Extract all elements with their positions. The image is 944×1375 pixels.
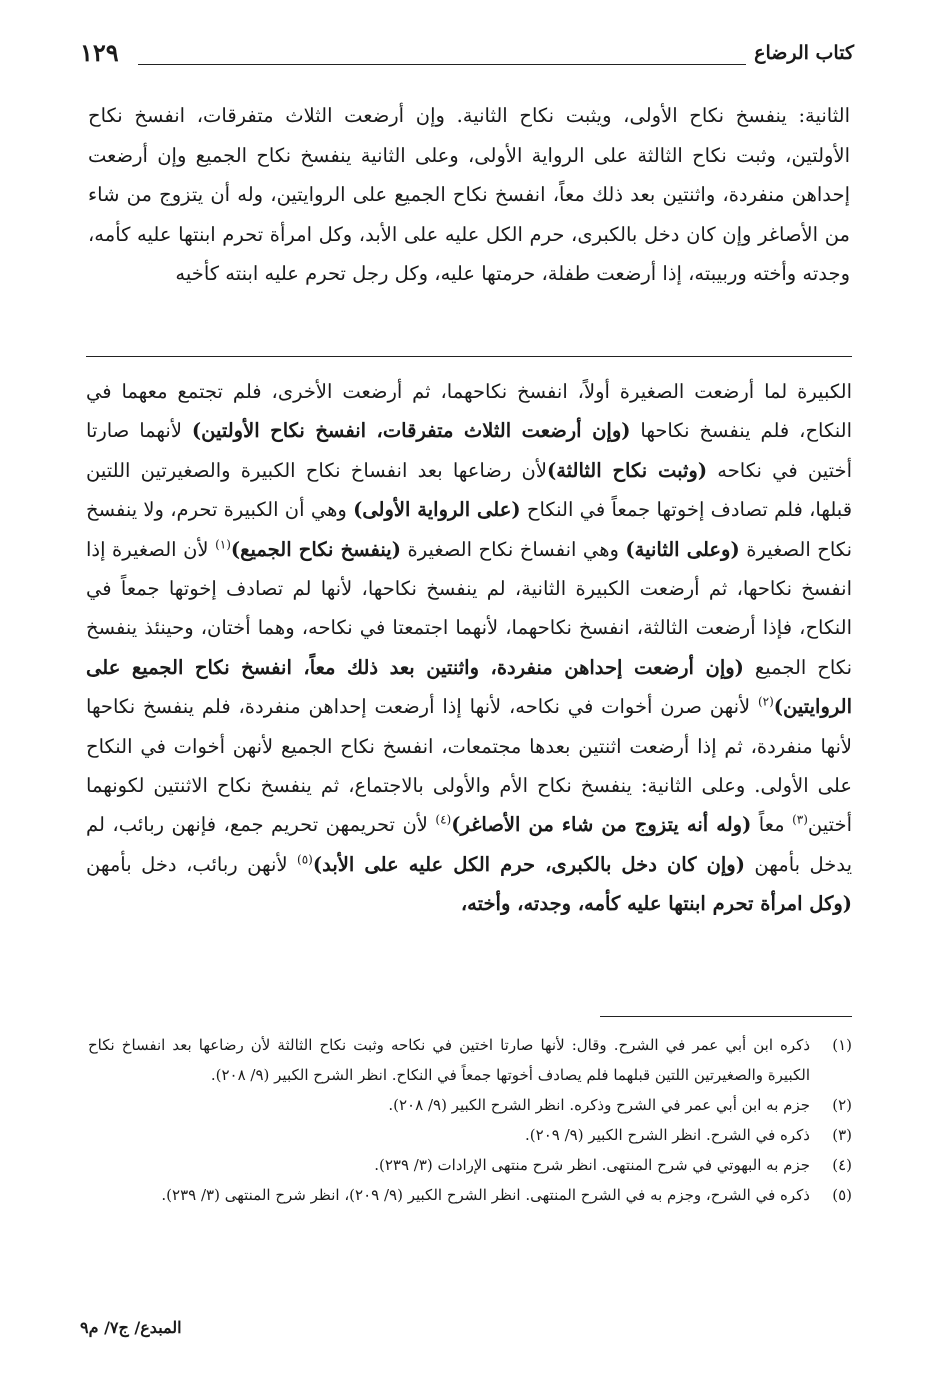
footnotes xyxy=(88,1030,852,1210)
commentary-text: لأن رضاعها بعد انفساخ نكاح الكبيرة والصغيرتين اللتين قبلها، فلم تصادف إخوتها جمعاً في النكاح xyxy=(86,458,853,522)
quoted-matn: (وإن كان دخل بالكبرى، حرم الكل عليه على الأبد) xyxy=(312,852,745,876)
running-header xyxy=(80,40,854,70)
quoted-matn: (وثبت نكاح الثالثة) xyxy=(546,458,708,482)
footnote-text: ذكره في الشرح، وجزم به في الشرح المنتهى. انظر الشرح الكبير (٩/ ٢٠٩)، انظر شرح المنتهى (٣/ ٢٣٩). xyxy=(161,1186,810,1204)
commentary-text: لأن تحريمهن تحريم جمع، فإنهن ربائب، لم يدخل بأمهن xyxy=(86,813,853,876)
quoted-matn: (وله أنه يتزوج من شاء من الأصاغر) xyxy=(451,813,752,837)
commentary-text: وهي انفساخ نكاح الصغيرة xyxy=(400,537,626,561)
footnote-ref[interactable]: (٢) xyxy=(757,694,774,709)
footnote-text: ذكره ابن أبي عمر في الشرح. وقال: لأنها صارتا اختين في نكاحه وثبت نكاح الثالثة لأن رضاعها بعد انفساخ نكاح الكبيرة والصغيرتين اللتين قبلهما فلم يصادف أخوتها جمعاً في النكاح. انظر الشرح الكبير (٩/ ٢٠٨). xyxy=(88,1036,810,1084)
footnote-ref[interactable]: (١) xyxy=(215,537,231,552)
commentary-text: لأنهما صارتا أختين في نكاحه xyxy=(86,419,852,482)
quoted-matn: (وكل امرأة تحرم ابنتها عليه كأمه، وجدته، وأخته، xyxy=(460,892,852,916)
quoted-matn: (وعلى الثانية) xyxy=(625,537,740,561)
footnote-text: جزم به ابن أبي عمر في الشرح وذكره. انظر الشرح الكبير (٩/ ٢٠٨). xyxy=(388,1096,810,1114)
footnote-text: ذكره في الشرح. انظر الشرح الكبير (٩/ ٢٠٩). xyxy=(525,1126,810,1144)
commentary-text: لأنهن ربائب، دخل بأمهن xyxy=(86,852,298,876)
footnote-number: (٢) xyxy=(832,1096,852,1114)
commentary-text: الكبيرة لما أرضعت الصغيرة أولاً، انفسخ نكاحهما، ثم أرضعت الأخرى، فلم تجتمع معهما في النكاح، فلم ينفسخ نكاحها xyxy=(86,380,853,443)
footnote-separator xyxy=(600,1016,852,1017)
footnote xyxy=(88,1090,852,1120)
footnote xyxy=(88,1120,852,1150)
commentary-paragraph xyxy=(86,372,852,924)
footnote xyxy=(88,1030,852,1090)
footnote-number: (١) xyxy=(832,1036,852,1054)
commentary xyxy=(86,372,852,924)
quoted-matn: (وإن أرضعت إحداهن منفردة، واثنتين بعد ذلك معاً، انفسخ نكاح الجميع على الروايتين) xyxy=(86,655,852,719)
page-number: ١٢٩ xyxy=(80,38,119,67)
footnote-number: (٣) xyxy=(832,1126,852,1144)
book-title: كتاب الرضاع xyxy=(754,42,854,64)
header-rule xyxy=(138,64,746,65)
commentary-text: وهي أن الكبيرة تحرم، ولا ينفسخ نكاح الصغيرة xyxy=(86,498,853,561)
footnote-number: (٥) xyxy=(832,1186,852,1204)
quoted-matn: (وإن أرضعت الثلاث متفرقات، انفسخ نكاح الأولتين) xyxy=(191,419,631,443)
footnote-ref[interactable]: (٥) xyxy=(297,852,313,867)
footnote xyxy=(88,1150,852,1180)
commentary-text: لأنهن صرن أخوات في نكاحه، لأنها إذا أرضعت إحداهن منفردة، فلم ينفسخ نكاحها لأنها منفردة، ثم إذا أرضعت اثنتين بعدها مجتمعات، انفسخ نكاح الجميع لأنهن أخوات في النكاح على الأولى. وعلى الثانية: ينفسخ نكاح الأم والأولى بالاجتماع، ثم ينفسخ نكاح الاثنتين لكونهما أختين xyxy=(86,695,852,837)
footnote-ref[interactable]: (٣) xyxy=(792,812,808,827)
quoted-matn: (ينفسخ نكاح الجميع) xyxy=(230,537,401,561)
commentary-text: لأن الصغيرة إذا انفسخ نكاحها، ثم أرضعت الكبيرة الثانية، لم ينفسخ نكاحها، لأنها لم تصادف إخوتها جمعاً في النكاح، فإذا أرضعت الثالثة، انفسخ نكاحهما، لأنهما اجتمعتا في نكاحه، وهما أختان، وحينئذ ينفسخ نكاح الجميع xyxy=(86,537,852,679)
footnote xyxy=(88,1180,852,1210)
quoted-matn: (على الرواية الأولى) xyxy=(353,498,521,522)
signature-mark: المبدع/ ج٧/ م٩ xyxy=(80,1318,182,1337)
commentary-text: معاً xyxy=(751,813,793,837)
text-separator xyxy=(86,356,852,357)
footnote-ref[interactable]: (٤) xyxy=(435,812,452,827)
footnote-text: جزم به البهوتي في شرح المنتهى. انظر شرح منتهى الإرادات (٣/ ٢٣٩). xyxy=(374,1156,810,1174)
footnote-number: (٤) xyxy=(832,1156,852,1174)
main-text: الثانية: ينفسخ نكاح الأولى، ويثبت نكاح الثانية. وإن أرضعت الثلاث متفرقات، انفسخ نكاح الأولتين، وثبت نكاح الثالثة على الرواية الأولى، وعلى الثانية ينفسخ نكاح الجميع وإن أرضعت إحداهن منفردة، واثنتين بعد ذلك معاً، انفسخ نكاح الجميع على الروايتين، وله أن يتزوج من شاء من الأصاغر وإن كان دخل بالكبرى، حرم الكل عليه على الأبد، وكل امرأة تحرم ابنتها عليه كأمه، وجدته وأخته وربيبته، إذا أرضعت طفلة، حرمتها عليه، وكل رجل تحرم عليه ابنته كأخيه xyxy=(88,104,850,285)
